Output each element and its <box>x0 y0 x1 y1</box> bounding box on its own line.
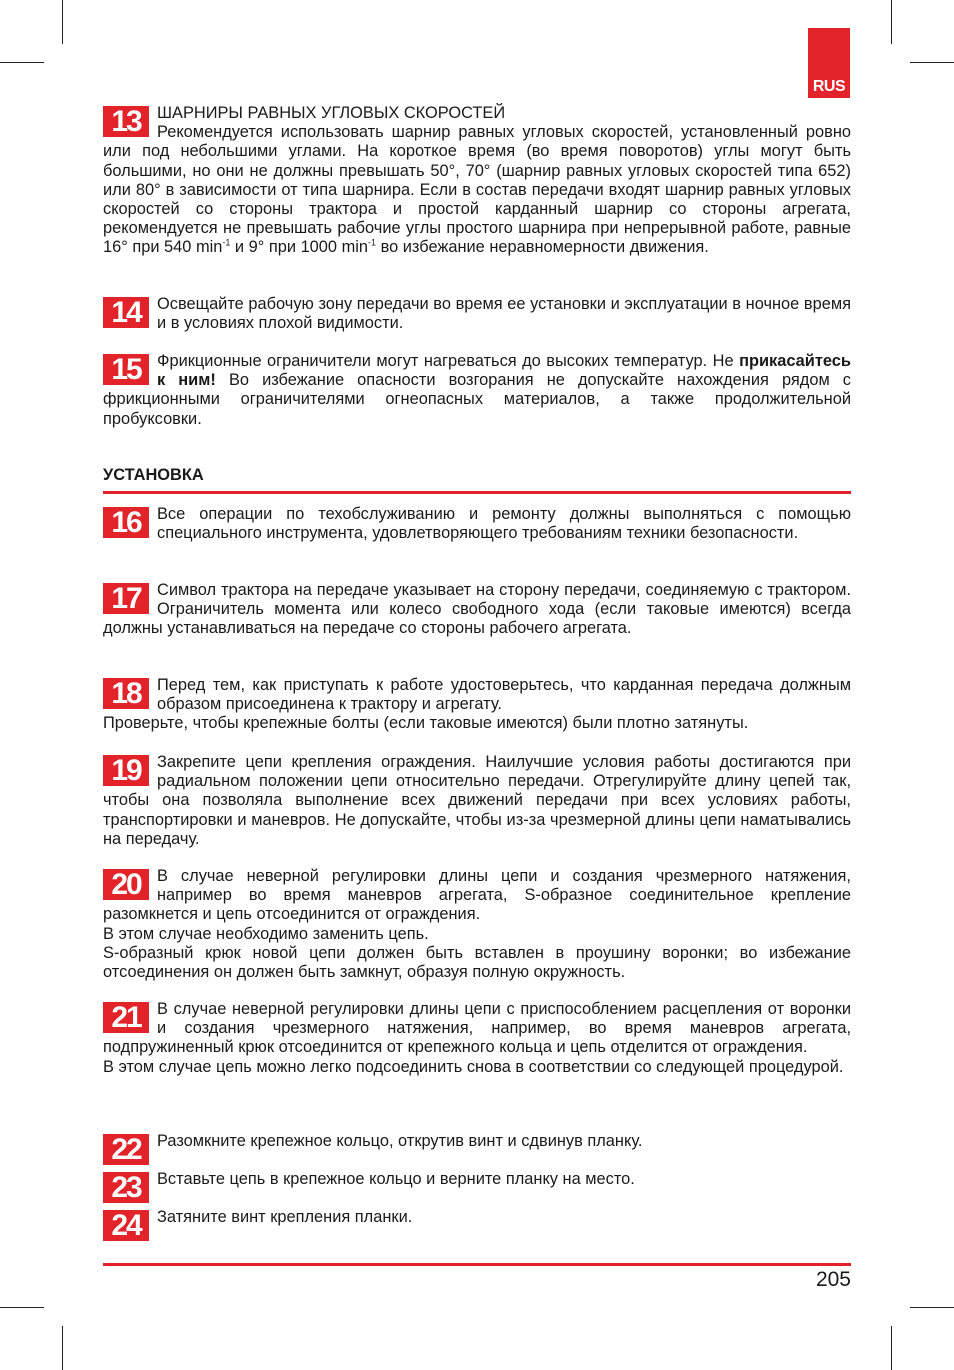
instruction-23 <box>103 1170 851 1203</box>
step-text: Освещайте рабочую зону передачи во время ее установки и эксплуатации в ночное время и в условиях плохой видимости. <box>157 295 851 333</box>
crop-mark <box>910 62 954 63</box>
step-text: Рекомендуется использовать шарнир равных угловых скоростей, установленный ровно или под небольшими углами. На короткое время (во время поворотов) углы могут быть большими, но они не должны превышать 50°, 70° (шарнир равных угловых скоростей типа 652) или 80° в зависимости от типа шарнира. Если в состав передачи входят шарнир равных угловых скоростей со стороны трактора и простой карданный шарнир со стороны агрегата, рекомендуется не превышать рабочие углы простого шарнира при непрерывной работе, равные 16° при 540 $\min^{-1} и$ 9° при 1000 $\min^{-1}$ во избежание неравномерности движения. <box>103 123 851 257</box>
language-tab: RUS <box>808 28 850 98</box>
step-number: 21 <box>103 1002 149 1033</box>
instruction-13 <box>103 104 851 258</box>
step-text: S-образный крюк новой цепи должен быть вставлен в проушину воронки; во избежание отсоединения он должен быть замкнут, образуя полную окружность. <box>103 943 851 982</box>
step-text: Разомкните крепежное кольцо, открутив винт и сдвинув планку. <box>157 1132 643 1150</box>
instruction-20 <box>103 867 851 982</box>
step-text: Перед тем, как приступать к работе удостоверьтесь, что карданная передача должным образом присоединена к трактору и агрегату. <box>157 676 851 714</box>
step-number: 16 <box>103 507 149 538</box>
step-text: Проверьте, чтобы крепежные болты (если таковые имеются) были плотно затянуты. <box>103 714 749 733</box>
step-number: 20 <box>103 869 149 900</box>
step-text: Все операции по техобслуживанию и ремонту должны выполняться с помощью специального инструмента, удовлетворяющего требованиям техники безопасности. <box>157 505 851 543</box>
section-rule <box>103 491 851 494</box>
step-number: 19 <box>103 755 149 786</box>
instruction-16 <box>103 505 851 543</box>
page-number: 205 <box>815 1268 851 1291</box>
footer-rule <box>103 1263 851 1266</box>
step-number: 13 <box>103 106 149 137</box>
step-text: В случае неверной регулировки длины цепи с приспособлением расцепления от воронки и создания чрезмерного натяжения, например, во время маневров агрегата, подпружиненный крюк отсоединится от крепежного кольца и цепь отделится от ограждения. <box>103 1000 851 1057</box>
crop-mark <box>0 1307 44 1308</box>
step-text: В случае неверной регулировки длины цепи и создания чрезмерного натяжения, например во время маневров агрегата, S-образное соединительное крепление разомкнется и цепь отсоединится от ограждения. <box>103 867 851 924</box>
instruction-17 <box>103 581 851 639</box>
step-text: Вставьте цепь в крепежное кольцо и верните планку на место. <box>157 1170 635 1188</box>
step-number: 23 <box>103 1172 149 1203</box>
instruction-18 <box>103 676 851 734</box>
step-number: 22 <box>103 1134 149 1165</box>
crop-mark <box>910 1307 954 1308</box>
crop-mark <box>62 0 63 44</box>
step-text: В этом случае необходимо заменить цепь. <box>103 924 429 943</box>
instruction-21 <box>103 1000 851 1077</box>
instruction-15 <box>103 352 851 429</box>
step-text: Фрикционные ограничители могут нагреваться до высоких температур. Не прикасайтесь к ним! Во избежание опасности возгорания не допускайте нахождения рядом с фрикционными ограничителями огнеопасных материалов, а также продолжительной пробуксовки. <box>103 352 851 428</box>
step-number: 24 <box>103 1210 149 1241</box>
step-number: 15 <box>103 354 149 385</box>
step-number: 17 <box>103 583 149 614</box>
instruction-24 <box>103 1208 851 1241</box>
instruction-14 <box>103 295 851 333</box>
step-text: Закрепите цепи крепления ограждения. Наилучшие условия работы достигаются при радиальном положении цепи относительно передачи. Отрегулируйте длину цепей так, чтобы она позволяла выполнение всех движений передачи при всех условиях работы, транспортировки и маневров. Не допускайте, чтобы из-за чрезмерной длины цепи наматывались на передачу. <box>103 753 851 848</box>
step-title: ШАРНИРЫ РАВНЫХ УГЛОВЫХ СКОРОСТЕЙ <box>157 104 506 122</box>
step-text: Символ трактора на передаче указывает на сторону передачи, соединяемую с трактором. Ограничитель момента или колесо свободного хода (если таковые имеются) всегда должны устанавливаться на передаче со стороны рабочего агрегата. <box>103 581 851 638</box>
step-text: Затяните винт крепления планки. <box>157 1208 413 1226</box>
instruction-22 <box>103 1132 851 1165</box>
step-number: 18 <box>103 678 149 709</box>
crop-mark <box>891 1326 892 1370</box>
crop-mark <box>0 62 44 63</box>
crop-mark <box>891 0 892 44</box>
crop-mark <box>62 1326 63 1370</box>
step-text: В этом случае цепь можно легко подсоединить снова в соответствии со следующей процедурой. <box>103 1057 844 1076</box>
instruction-19 <box>103 753 851 849</box>
step-number: 14 <box>103 297 149 328</box>
section-title: УСТАНОВКА <box>103 466 204 484</box>
